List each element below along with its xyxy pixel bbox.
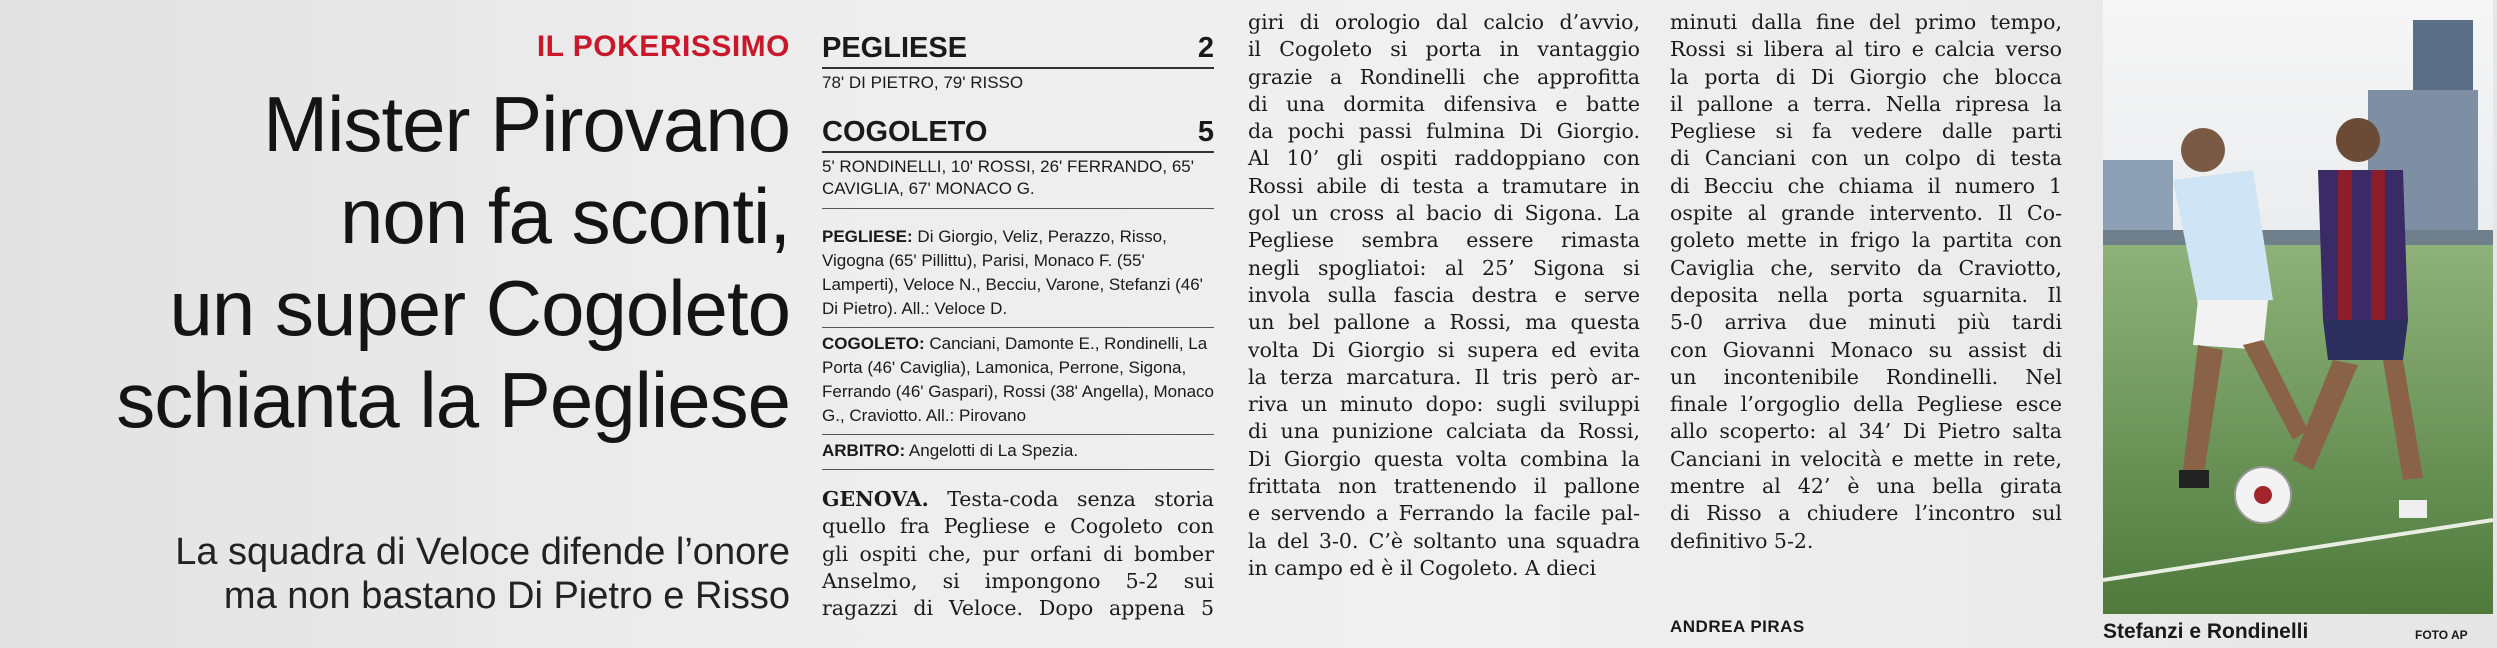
article-line: giri di orologio dal calcio d’avvio, [1248, 10, 1640, 34]
article-line: la del 3-0. C’è soltanto una squadra [1248, 528, 1640, 553]
match-photo-illustration [2103, 0, 2493, 614]
article-line: Canciani in velocità e mette in rete, [1670, 446, 2062, 471]
home-lineup-label: PEGLIESE: [822, 227, 913, 246]
lineups [822, 221, 1214, 470]
article-line: Caviglia che, servito da Craviotto, [1670, 255, 2062, 280]
kicker: IL POKERISSIMO [536, 30, 790, 63]
article-line: di Becciu che chiama il numero 1 [1670, 173, 2062, 198]
divider [822, 67, 1214, 69]
article-line: Al 10’ gli ospiti raddoppiano con [1248, 146, 1640, 171]
article-line: ospite al grande intervento. Il Co- [1670, 201, 2062, 226]
article-line: goleto mette in frigo la partita con [1670, 228, 2062, 253]
article-line: di Canciani con un colpo di testa [1670, 146, 2062, 171]
article-line: quello fra Pegliese e Cogoleto con [822, 514, 1214, 539]
article-line: Rossi si libera al tiro e calcia verso [1670, 37, 2062, 62]
article-line: gol un cross al bacio di Sigona. La [1248, 201, 1640, 226]
headline-line: schianta la Pegliese [116, 356, 790, 444]
away-team-goals: 5 [1197, 116, 1214, 148]
article-line: gli ospiti che, pur orfani di bomber [822, 541, 1214, 566]
article-line: di Risso a chiudere l’incontro sul [1670, 501, 2062, 526]
subhead-line: ma non bastano Di Pietro e Risso [223, 575, 790, 617]
article-line: Rossi abile di testa a tramutare in [1248, 173, 1640, 198]
article-line: 5-0 arriva due minuti più tardi [1670, 310, 2062, 335]
article-line: mentre al 42’ è una bella girata [1670, 474, 2062, 499]
article-line: il Cogoleto si porta in vantaggio [1248, 37, 1640, 62]
away-lineup [822, 328, 1214, 435]
photo-credit: FOTO AP [2415, 628, 2468, 642]
headline-line: un super Cogoleto [169, 264, 790, 352]
article-line: di una punizione calciata da Rossi, [1248, 419, 1640, 444]
headline-line: non fa sconti, [340, 172, 790, 260]
article-line: frittata non trattenendo il pallone [1248, 474, 1640, 499]
article-line: allo scoperto: al 34’ Di Pietro salta [1670, 419, 2062, 444]
article-column-1 [822, 486, 1214, 622]
article-line: la terza marcatura. Il tris però ar- [1248, 364, 1640, 389]
dateline: GENOVA. [822, 487, 929, 511]
article-line: la porta di Di Giorgio che blocca [1670, 64, 2062, 89]
article-line: negli spogliatoi: al 25’ Sigona si [1248, 255, 1640, 280]
article-column-3 [1670, 9, 2062, 555]
referee-text: Angelotti di La Spezia. [908, 441, 1079, 460]
article-line: minuti dalla fine del primo tempo, [1670, 10, 2062, 34]
article-line: di una dormita difensiva e batte [1248, 91, 1640, 116]
article-line: grazie a Rondinelli che approfitta [1248, 64, 1640, 89]
home-lineup-text: Di Giorgio, Veliz, Perazzo, Risso, Vigogna (65' Pillittu), Parisi, Monaco F. (55' Lamperti), Veloce N., Becciu, Varone, Stefanzi (46' Di Pietro). All.: Veloce D. [822, 227, 1203, 318]
article-line: definitivo 5-2. [1670, 528, 1814, 553]
match-photo [2103, 0, 2493, 614]
referee [822, 435, 1214, 470]
article-line: e servendo a Ferrando la facile pal- [1248, 501, 1640, 526]
article-line: un bel pallone a Rossi, ma questa [1248, 310, 1640, 335]
away-lineup-label: COGOLETO: [822, 334, 925, 353]
home-team-row [822, 32, 1214, 65]
article-line: finale l’orgoglio della Pegliese esce [1670, 392, 2062, 417]
article-line-rest: Testa-coda senza storia [947, 487, 1214, 511]
home-lineup [822, 221, 1214, 328]
article-line: Anselmo, si impongono 5-2 sui [822, 568, 1214, 593]
away-scorers: 5' RONDINELLI, 10' ROSSI, 26' FERRANDO, 65' CAVIGLIA, 67' MONACO G. [822, 156, 1214, 209]
article-line: riva un minuto dopo: sugli sviluppi [1248, 392, 1640, 417]
subhead-line: La squadra di Veloce difende l’onore [175, 531, 790, 573]
article-line: un incontenibile Rondinelli. Nel [1670, 364, 2062, 389]
article-line: Pegliese si fa vedere dalle parti [1670, 119, 2062, 144]
article-line: in campo ed è il Cogoleto. A dieci [1248, 555, 1597, 580]
subhead [10, 530, 790, 618]
article-line: deposita nella porta sguarnita. Il [1670, 282, 2062, 307]
article-line: Pegliese sembra essere rimasta [1248, 228, 1640, 253]
article-line [822, 486, 1214, 513]
scoreboard [822, 32, 1214, 470]
article-line: il pallone a terra. Nella ripresa la [1670, 91, 2062, 116]
article-line: Di Giorgio questa volta combina la [1248, 446, 1640, 471]
home-team-goals: 2 [1197, 32, 1214, 64]
away-team-name: COGOLETO [822, 116, 988, 148]
headline [10, 78, 790, 446]
photo-caption: Stefanzi e Rondinelli [2103, 620, 2309, 643]
home-scorers: 78' DI PIETRO, 79' RISSO [822, 73, 1024, 92]
article-line: da pochi passi fulmina Di Giorgio. [1248, 119, 1640, 144]
divider [822, 151, 1214, 153]
home-team-name: PEGLIESE [822, 32, 968, 64]
article-line: volta Di Giorgio si supera ed evita [1248, 337, 1640, 362]
away-lineup-text: Canciani, Damonte E., Rondinelli, La Porta (46' Caviglia), Lamonica, Perrone, Sigona, Ferrando (46' Gaspari), Rossi (38' Angella), Monaco G., Craviotto. All.: Pirovano [822, 334, 1215, 425]
byline: ANDREA PIRAS [1670, 617, 1805, 636]
away-team-row [822, 116, 1214, 149]
article-line: con Giovanni Monaco su assist di [1670, 337, 2062, 362]
article-column-2 [1248, 9, 1640, 582]
referee-label: ARBITRO: [822, 441, 906, 460]
headline-line: Mister Pirovano [263, 80, 790, 168]
article-line: ragazzi di Veloce. Dopo appena 5 [822, 596, 1214, 621]
article-line: invola sulla fascia destra e serve [1248, 282, 1640, 307]
